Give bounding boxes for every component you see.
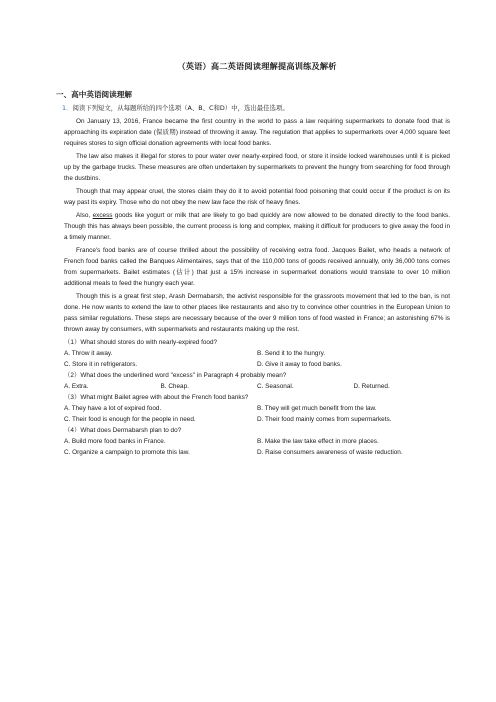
option-d: D. Raise consumers awareness of waste reduction. bbox=[257, 449, 403, 456]
question-4-options-row1 bbox=[64, 436, 450, 447]
option-d: D. Their food mainly comes from supermarkets. bbox=[257, 416, 392, 423]
paragraph-4 bbox=[64, 210, 450, 243]
question-4-options-row2 bbox=[64, 447, 450, 458]
option-c: C. Seasonal. bbox=[257, 383, 294, 390]
paragraph-5: France's food banks are of course thrilled about the possibility of receiving extra food. Jacques Bailet, who heads a network of French food banks called the Banques Alimentaires, says that of the 110,000 tons of goods received annually, only 36,000 tons comes from supermarkets. Bailet estimates (估计) that just a 15% increase in supermarket donations would translate to over 10 million additional meals to feed the hungry each year. bbox=[64, 247, 450, 287]
option-c: C. Organize a campaign to promote this law. bbox=[64, 449, 190, 456]
question-2-stem: （2）What does the underlined word "excess" in Paragraph 4 probably mean? bbox=[64, 372, 287, 379]
option-d: D. Returned. bbox=[353, 383, 390, 390]
question-1-options-row1 bbox=[64, 348, 450, 359]
question-3-options-row2 bbox=[64, 414, 450, 425]
option-b: B. Make the law take effect in more places. bbox=[257, 438, 379, 445]
section-heading: 一、高中英语阅读理解 bbox=[56, 90, 132, 99]
option-b: B. Cheap. bbox=[160, 383, 189, 390]
paragraph-6: Though this is a great first step, Arash Dermabarsh, the activist responsible for the grassroots movement that led to the ban, is not done. He now wants to extend the law to other places like restaurants and also try to convince other countries in the European Union to pass similar regulations. These steps are necessary because of the over 9 million tons of food wasted in France; an astonishing 67% is thrown away by consumers, with supermarkets and restaurants making up the rest. bbox=[64, 293, 450, 333]
option-d: D. Give it away to food banks. bbox=[257, 361, 342, 368]
option-c: C. Their food is enough for the people in need. bbox=[64, 416, 196, 423]
paragraph-4-rest: goods like yogurt or milk that are likely to go bad quickly are now allowed to be donated directly to the food banks. Though this has always been possible, the current process is long and complex, making it difficult for producers to give away the food in a timely manner. bbox=[64, 212, 450, 241]
option-b: B. Send it to the hungry. bbox=[257, 350, 326, 357]
underlined-word: excess bbox=[92, 212, 113, 219]
instruction-number: 1． bbox=[62, 104, 73, 112]
option-a: A. Extra. bbox=[64, 383, 89, 390]
question-4-stem: （4）What does Dermabarsh plan to do? bbox=[64, 427, 182, 434]
instruction-text: 阅读下列短文，从每题所给的四个选项（A、B、C和D）中，选出最佳选项。 bbox=[72, 104, 289, 112]
question-1-stem: （1）What should stores do with nearly-expired food? bbox=[64, 339, 218, 346]
instruction-line bbox=[62, 103, 450, 112]
option-b: B. They will get much benefit from the law. bbox=[257, 405, 377, 412]
paragraph-1: On January 13, 2016, France became the first country in the world to pass a law requiring supermarkets to donate food that is approaching its expiration date (保质期) instead of throwing it away. The regulation that applies to supermarkets over 4,000 square feet requires stores to sign official donation agreements with local food banks. bbox=[64, 118, 450, 147]
question-3-options-row1 bbox=[64, 403, 450, 414]
option-a: A. Throw it away. bbox=[64, 350, 113, 357]
question-2-options bbox=[64, 381, 450, 392]
option-a: A. Build more food banks in France. bbox=[64, 438, 166, 445]
paragraph-3: Though that may appear cruel, the stores claim they do it to avoid potential food poisoning that could occur if the product is on its way past its expiry. Those who do not obey the new law face the risk of heavy fines. bbox=[64, 188, 450, 206]
option-c: C. Store it in refrigerators. bbox=[64, 361, 138, 368]
document-title: （英语）高二英语阅读理解提高训练及解析 bbox=[177, 61, 337, 71]
paragraph-4-start: Also, bbox=[76, 212, 93, 219]
paragraph-2: The law also makes it illegal for stores to pour water over nearly-expired food, or store it inside locked warehouses until it is picked up by the garbage trucks. These measures are often undertaken by supermarkets to prevent the hungry from searching for food through the dustbins. bbox=[64, 153, 450, 182]
question-3-stem: （3）What might Bailet agree with about the French food banks? bbox=[64, 394, 249, 401]
option-a: A. They have a lot of expired food. bbox=[64, 405, 162, 412]
question-1-options-row2 bbox=[64, 359, 450, 370]
